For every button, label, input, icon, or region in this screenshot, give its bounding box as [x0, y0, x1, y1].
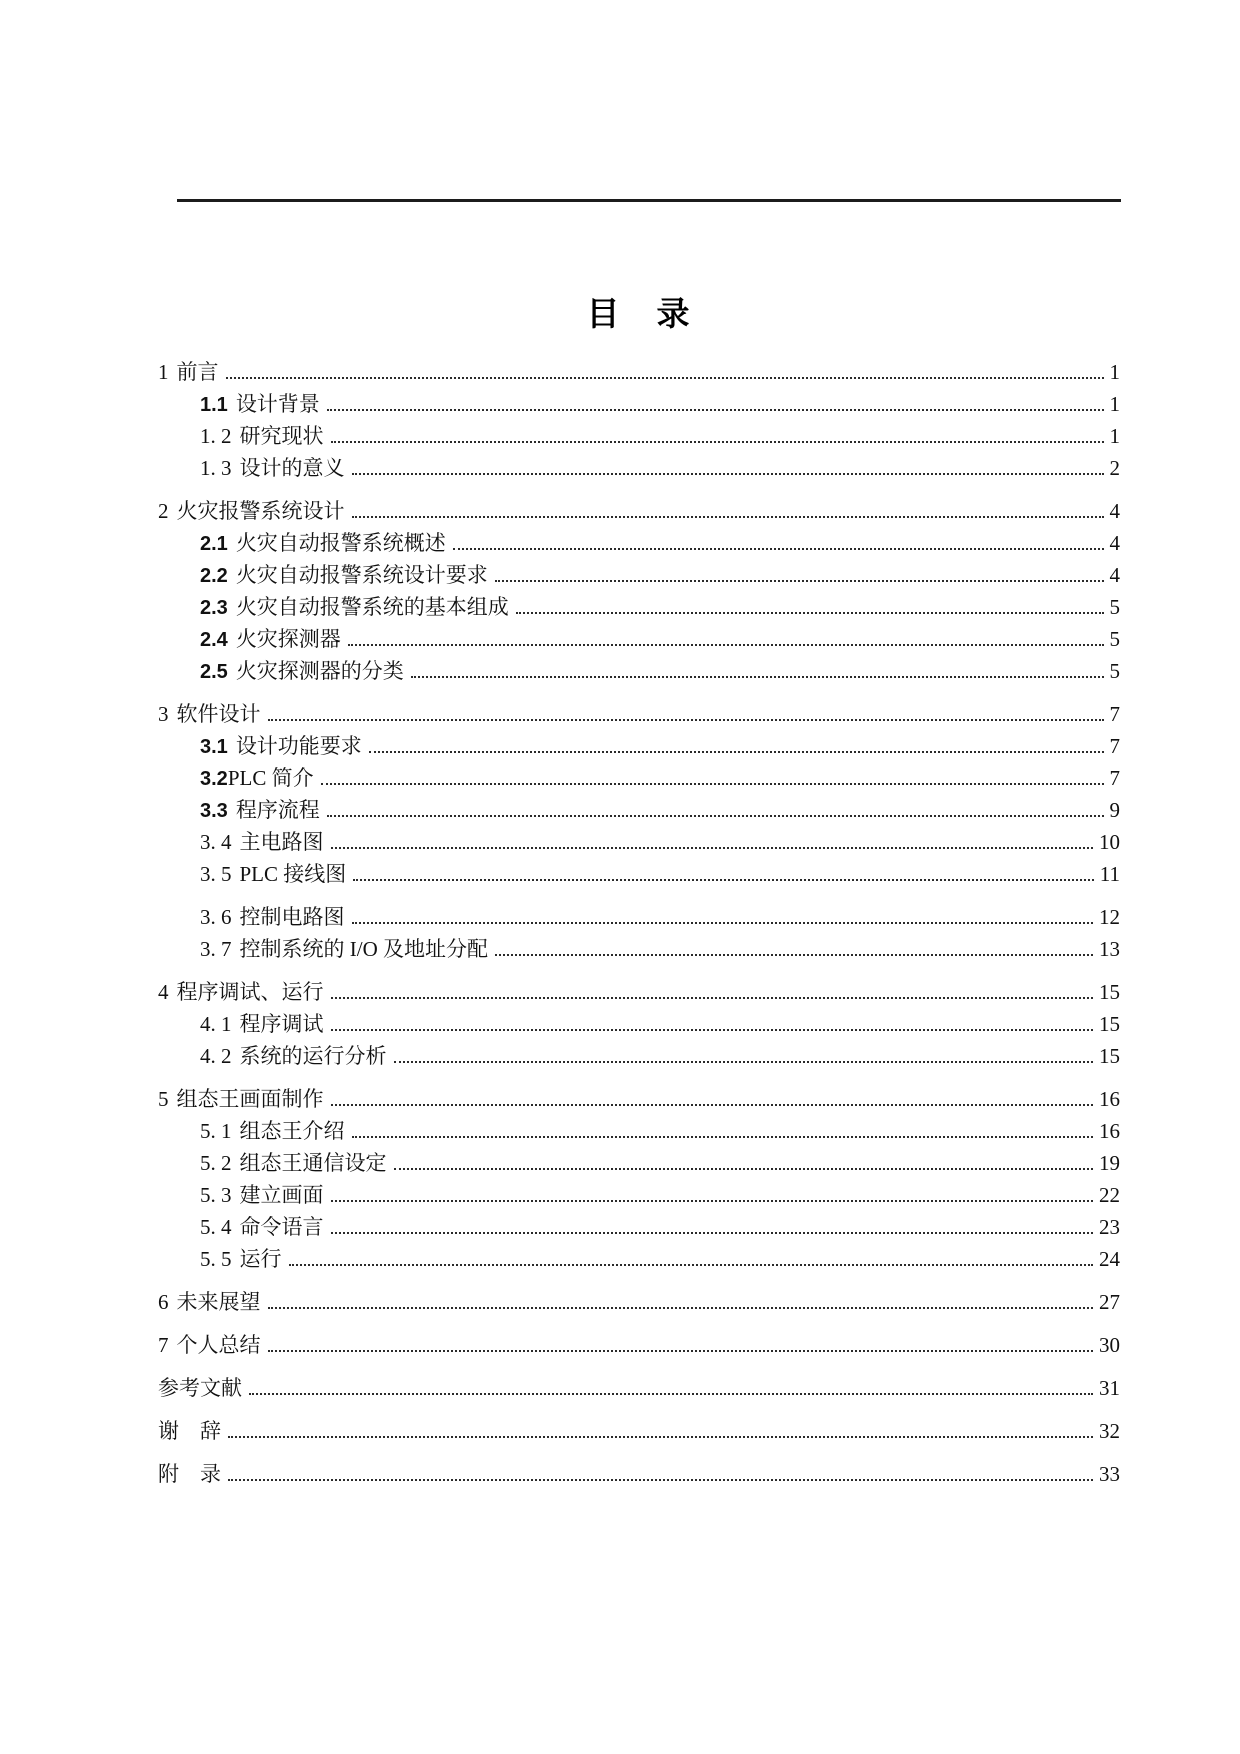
- toc-entry-number: 4: [158, 980, 169, 1004]
- toc-entry-text: PLC 简介: [227, 766, 314, 790]
- toc-leader-dots: [321, 783, 1104, 785]
- toc-entry-number: 2.5: [200, 661, 228, 683]
- toc-entry: [158, 1115, 1120, 1147]
- toc-entry-text: 程序流程: [235, 798, 320, 822]
- toc-entry-page: 9: [1109, 798, 1120, 822]
- toc-entry: [158, 730, 1120, 762]
- toc-leader-dots: [352, 1136, 1094, 1138]
- toc-leader-dots: [394, 1061, 1094, 1063]
- toc-entry-text: 程序调试: [239, 1012, 324, 1036]
- toc-entry: [158, 1286, 1120, 1318]
- toc-entry-text: 设计的意义: [239, 456, 345, 480]
- toc-entry-text: 研究现状: [239, 424, 324, 448]
- toc-entry-number: 3.2: [200, 768, 228, 790]
- toc-entry-text: PLC 接线图: [239, 862, 347, 886]
- toc-leader-dots: [331, 997, 1094, 999]
- toc-entry: [158, 933, 1120, 965]
- toc-leader-dots: [268, 1350, 1094, 1352]
- toc-entry-number: 3. 4: [200, 830, 232, 854]
- toc-entry-page: 5: [1109, 595, 1120, 619]
- toc-entry-page: 5: [1109, 627, 1120, 651]
- toc-entry-number: 5. 3: [200, 1183, 232, 1207]
- toc-entry-number: 3.1: [200, 736, 228, 758]
- toc-entry-text: 火灾自动报警系统概述: [235, 531, 446, 555]
- toc-entry-number: 2.2: [200, 565, 228, 587]
- toc-entry-number: 3.3: [200, 800, 228, 822]
- toc-leader-dots: [353, 879, 1094, 881]
- toc-entry: [158, 762, 1120, 794]
- toc-entry-page: 11: [1099, 862, 1120, 886]
- toc-entry-page: 13: [1099, 937, 1120, 961]
- toc-leader-dots: [516, 612, 1104, 614]
- toc-entry-text: 命令语言: [239, 1215, 324, 1239]
- toc-entry-text: 火灾自动报警系统设计要求: [235, 563, 488, 587]
- toc-entry-page: 32: [1099, 1419, 1120, 1443]
- toc-entry: [158, 858, 1120, 890]
- toc-leader-dots: [331, 1029, 1094, 1031]
- toc-entry-text: 系统的运行分析: [239, 1044, 387, 1068]
- toc-entry-page: 4: [1109, 563, 1120, 587]
- toc-leader-dots: [268, 719, 1104, 721]
- toc-entry: [158, 623, 1120, 655]
- toc-entry-page: 7: [1109, 766, 1120, 790]
- toc-entry-page: 23: [1099, 1215, 1120, 1239]
- toc-entry: [158, 559, 1120, 591]
- toc-entry-number: 1. 3: [200, 456, 232, 480]
- toc-entry-number: 4. 1: [200, 1012, 232, 1036]
- toc-entry: [158, 1211, 1120, 1243]
- toc-entry-text: 建立画面: [239, 1183, 324, 1207]
- toc-entry: [158, 655, 1120, 687]
- toc-entry-number: 1. 2: [200, 424, 232, 448]
- toc-entry: [158, 794, 1120, 826]
- toc-entry: [158, 1179, 1120, 1211]
- toc-entry-number: 1.1: [200, 394, 228, 416]
- toc-entry-text: 运行: [239, 1247, 282, 1271]
- toc-entry-page: 24: [1099, 1247, 1120, 1271]
- toc-entry: [158, 591, 1120, 623]
- toc-leader-dots: [352, 922, 1094, 924]
- toc-entry-page: 33: [1099, 1462, 1120, 1486]
- toc-entry-page: 19: [1099, 1151, 1120, 1175]
- toc-leader-dots: [453, 548, 1104, 550]
- toc-list: [158, 356, 1120, 1490]
- toc-entry-text: 未来展望: [176, 1290, 261, 1314]
- toc-title: 目 录: [586, 297, 692, 333]
- toc-entry-number: 2.3: [200, 597, 228, 619]
- toc-entry-text: 火灾自动报警系统的基本组成: [235, 595, 509, 619]
- toc-leader-dots: [228, 1436, 1093, 1438]
- toc-entry-page: 1: [1109, 360, 1120, 384]
- toc-entry: [158, 1329, 1120, 1361]
- toc-leader-dots: [352, 516, 1104, 518]
- toc-entry-text: 控制电路图: [239, 905, 345, 929]
- toc-entry: [158, 1147, 1120, 1179]
- toc-entry-text: 火灾报警系统设计: [176, 499, 345, 523]
- toc-entry-text: 组态王通信设定: [239, 1151, 387, 1175]
- toc-entry-number: 3. 5: [200, 862, 232, 886]
- toc-leader-dots: [369, 751, 1104, 753]
- toc-entry-number: 2.1: [200, 533, 228, 555]
- toc-entry: [158, 527, 1120, 559]
- toc-entry-page: 15: [1099, 1012, 1120, 1036]
- toc-entry: [158, 1415, 1120, 1447]
- toc-entry: [158, 698, 1120, 730]
- toc-entry-page: 4: [1109, 531, 1120, 555]
- toc-entry-text: 参考文献: [158, 1376, 242, 1400]
- toc-entry-text: 前言: [176, 360, 219, 384]
- toc-leader-dots: [348, 644, 1104, 646]
- toc-leader-dots: [331, 1200, 1094, 1202]
- toc-leader-dots: [331, 441, 1104, 443]
- toc-entry-page: 12: [1099, 905, 1120, 929]
- toc-entry-text: 主电路图: [239, 830, 324, 854]
- toc-entry-page: 31: [1099, 1376, 1120, 1400]
- toc-entry-page: 22: [1099, 1183, 1120, 1207]
- toc-leader-dots: [352, 473, 1104, 475]
- toc-leader-dots: [331, 1232, 1094, 1234]
- toc-entry-text: 附 录: [158, 1462, 221, 1486]
- toc-leader-dots: [331, 1104, 1094, 1106]
- toc-entry-page: 10: [1099, 830, 1120, 854]
- toc-entry-page: 7: [1109, 734, 1120, 758]
- toc-entry-number: 5. 5: [200, 1247, 232, 1271]
- toc-entry: [158, 495, 1120, 527]
- toc-entry-page: 4: [1109, 499, 1120, 523]
- toc-entry: [158, 1458, 1120, 1490]
- toc-entry-text: 火灾探测器: [235, 627, 341, 651]
- toc-leader-dots: [268, 1307, 1094, 1309]
- toc-entry-number: 4. 2: [200, 1044, 232, 1068]
- toc-entry-number: 5: [158, 1087, 169, 1111]
- toc-leader-dots: [249, 1393, 1093, 1395]
- header-rule: [177, 199, 1121, 202]
- toc-entry-number: 5. 2: [200, 1151, 232, 1175]
- toc-entry: [158, 901, 1120, 933]
- toc-entry-text: 火灾探测器的分类: [235, 659, 404, 683]
- toc-entry-text: 控制系统的 I/O 及地址分配: [239, 937, 488, 961]
- toc-entry-number: 7: [158, 1333, 169, 1357]
- toc-entry-number: 2: [158, 499, 169, 523]
- toc-entry: [158, 356, 1120, 388]
- toc-leader-dots: [331, 847, 1094, 849]
- toc-entry: [158, 1040, 1120, 1072]
- toc-entry-text: 组态王介绍: [239, 1119, 345, 1143]
- toc-entry: [158, 1008, 1120, 1040]
- toc-entry-page: 15: [1099, 1044, 1120, 1068]
- toc-entry-page: 1: [1109, 392, 1120, 416]
- toc-entry-page: 30: [1099, 1333, 1120, 1357]
- toc-leader-dots: [289, 1264, 1094, 1266]
- toc-leader-dots: [495, 580, 1104, 582]
- toc-entry-number: 5. 1: [200, 1119, 232, 1143]
- toc-leader-dots: [327, 409, 1104, 411]
- toc-entry-page: 5: [1109, 659, 1120, 683]
- toc-entry: [158, 452, 1120, 484]
- toc-entry-page: 16: [1099, 1087, 1120, 1111]
- toc-entry-number: 3: [158, 702, 169, 726]
- toc-entry-text: 程序调试、运行: [176, 980, 324, 1004]
- toc-entry: [158, 1243, 1120, 1275]
- toc-entry-number: 5. 4: [200, 1215, 232, 1239]
- toc-leader-dots: [495, 954, 1093, 956]
- toc-entry-page: 15: [1099, 980, 1120, 1004]
- toc-leader-dots: [327, 815, 1104, 817]
- toc-entry-number: 2.4: [200, 629, 228, 651]
- toc-entry: [158, 1083, 1120, 1115]
- toc-leader-dots: [226, 377, 1104, 379]
- toc-entry: [158, 1372, 1120, 1404]
- toc-entry-text: 个人总结: [176, 1333, 261, 1357]
- toc-entry-page: 16: [1099, 1119, 1120, 1143]
- toc-leader-dots: [228, 1479, 1093, 1481]
- toc-entry-text: 设计背景: [235, 392, 320, 416]
- toc-entry-page: 7: [1109, 702, 1120, 726]
- toc-entry: [158, 388, 1120, 420]
- toc-entry: [158, 420, 1120, 452]
- toc-entry-text: 软件设计: [176, 702, 261, 726]
- toc-leader-dots: [411, 676, 1104, 678]
- toc-entry-number: 6: [158, 1290, 169, 1314]
- toc-entry-text: 组态王画面制作: [176, 1087, 324, 1111]
- toc-entry-number: 1: [158, 360, 169, 384]
- toc-entry-text: 谢 辞: [158, 1419, 221, 1443]
- toc-entry-number: 3. 6: [200, 905, 232, 929]
- toc-entry-page: 27: [1099, 1290, 1120, 1314]
- toc-entry: [158, 976, 1120, 1008]
- toc-entry: [158, 826, 1120, 858]
- toc-entry-text: 设计功能要求: [235, 734, 362, 758]
- toc-entry-page: 2: [1109, 456, 1120, 480]
- toc-entry-page: 1: [1109, 424, 1120, 448]
- toc-entry-number: 3. 7: [200, 937, 232, 961]
- toc-leader-dots: [394, 1168, 1094, 1170]
